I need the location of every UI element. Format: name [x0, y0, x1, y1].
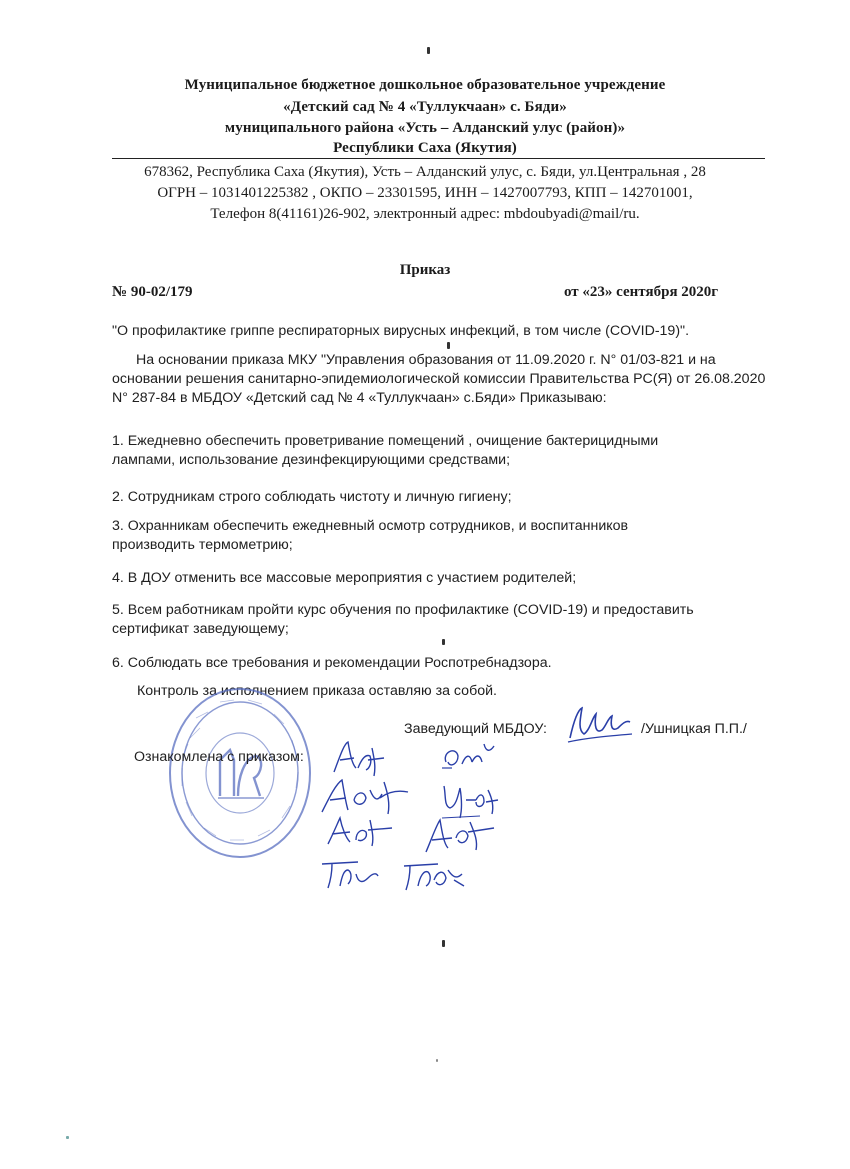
- order-item-6: 6. Соблюдать все требования и рекомендации Роспотребнадзора.: [112, 655, 552, 671]
- institution-name-line3: муниципального района «Усть – Алданский улус (район)»: [224, 120, 626, 136]
- order-item-3: 3. Охранникам обеспечить ежедневный осмотр сотрудников, и воспитанников производить термометрию;: [112, 518, 629, 553]
- order-item-1: 1. Ежедневно обеспечить проветривание помещений , очищение бактерицидными лампами, использование дезинфекцирующими средствами;: [112, 433, 659, 468]
- scan-speck: [427, 47, 430, 54]
- order-date: от «23» сентября 2020г: [564, 284, 719, 300]
- header-divider: [112, 158, 765, 159]
- staff-signature-1: [330, 738, 390, 778]
- contact-line: Телефон 8(41161)26-902, электронный адрес: mbdoubyadi@mail/ru.: [210, 206, 640, 222]
- order-subject: "О профилактике гриппе респираторных вирусных инфекций, в том числе (COVID-19)".: [112, 323, 690, 339]
- order-item-2: 2. Сотрудникам строго соблюдать чистоту и личную гигиену;: [112, 489, 512, 505]
- staff-signature-5: [322, 814, 402, 848]
- institution-name-line4: Республики Саха (Якутия): [333, 140, 517, 156]
- order-title: Приказ: [399, 262, 451, 278]
- staff-signature-3: [318, 776, 414, 816]
- scan-speck: [442, 940, 445, 947]
- scan-speck: [447, 342, 450, 349]
- institution-name-line2: «Детский сад № 4 «Туллукчаан» с. Бяди»: [283, 99, 567, 115]
- official-stamp: [160, 678, 320, 868]
- acknowledged-label: Ознакомлена с приказом:: [134, 749, 304, 765]
- order-item-4: 4. В ДОУ отменить все массовые мероприятия с участием родителей;: [112, 570, 577, 586]
- head-signature-image: [564, 700, 636, 746]
- head-name: /Ушницкая П.П./: [641, 721, 747, 737]
- scan-speck: [442, 639, 445, 645]
- order-item-5: 5. Всем работникам пройти курс обучения по профилактике (COVID-19) и предоставить сертификат заведующему;: [112, 602, 694, 637]
- scan-speck: [66, 1136, 69, 1139]
- scan-speck: [436, 1059, 438, 1062]
- order-number: № 90-02/179: [112, 284, 193, 300]
- head-title: Заведующий МБДОУ:: [404, 721, 547, 737]
- staff-signature-8: [398, 856, 468, 892]
- address-line1: 678362, Республика Саха (Якутия), Усть – Алданский улус, с. Бяди, ул.Центральная , 28: [144, 164, 706, 180]
- order-basis: На основании приказа МКУ "Управления образования от 11.09.2020 г. N° 01/03-821 и на основании решения санитарно-эпидемиологической комиссии Правительства РС(Я) от 26.08.2020 N° 287-84 в МБДОУ «Детский сад № 4 «Туллукчаан» с.Бяди» Приказываю:: [112, 352, 766, 406]
- registration-line: ОГРН – 1031401225382 , ОКПО – 23301595, ИНН – 1427007793, КПП – 142701001,: [157, 185, 693, 201]
- staff-signature-7: [318, 856, 382, 890]
- control-statement: Контроль за исполнением приказа оставляю за собой.: [137, 683, 497, 699]
- institution-name-line1: Муниципальное бюджетное дошкольное образовательное учреждение: [184, 77, 666, 93]
- staff-signature-2: [436, 738, 500, 774]
- staff-signature-6: [420, 812, 500, 856]
